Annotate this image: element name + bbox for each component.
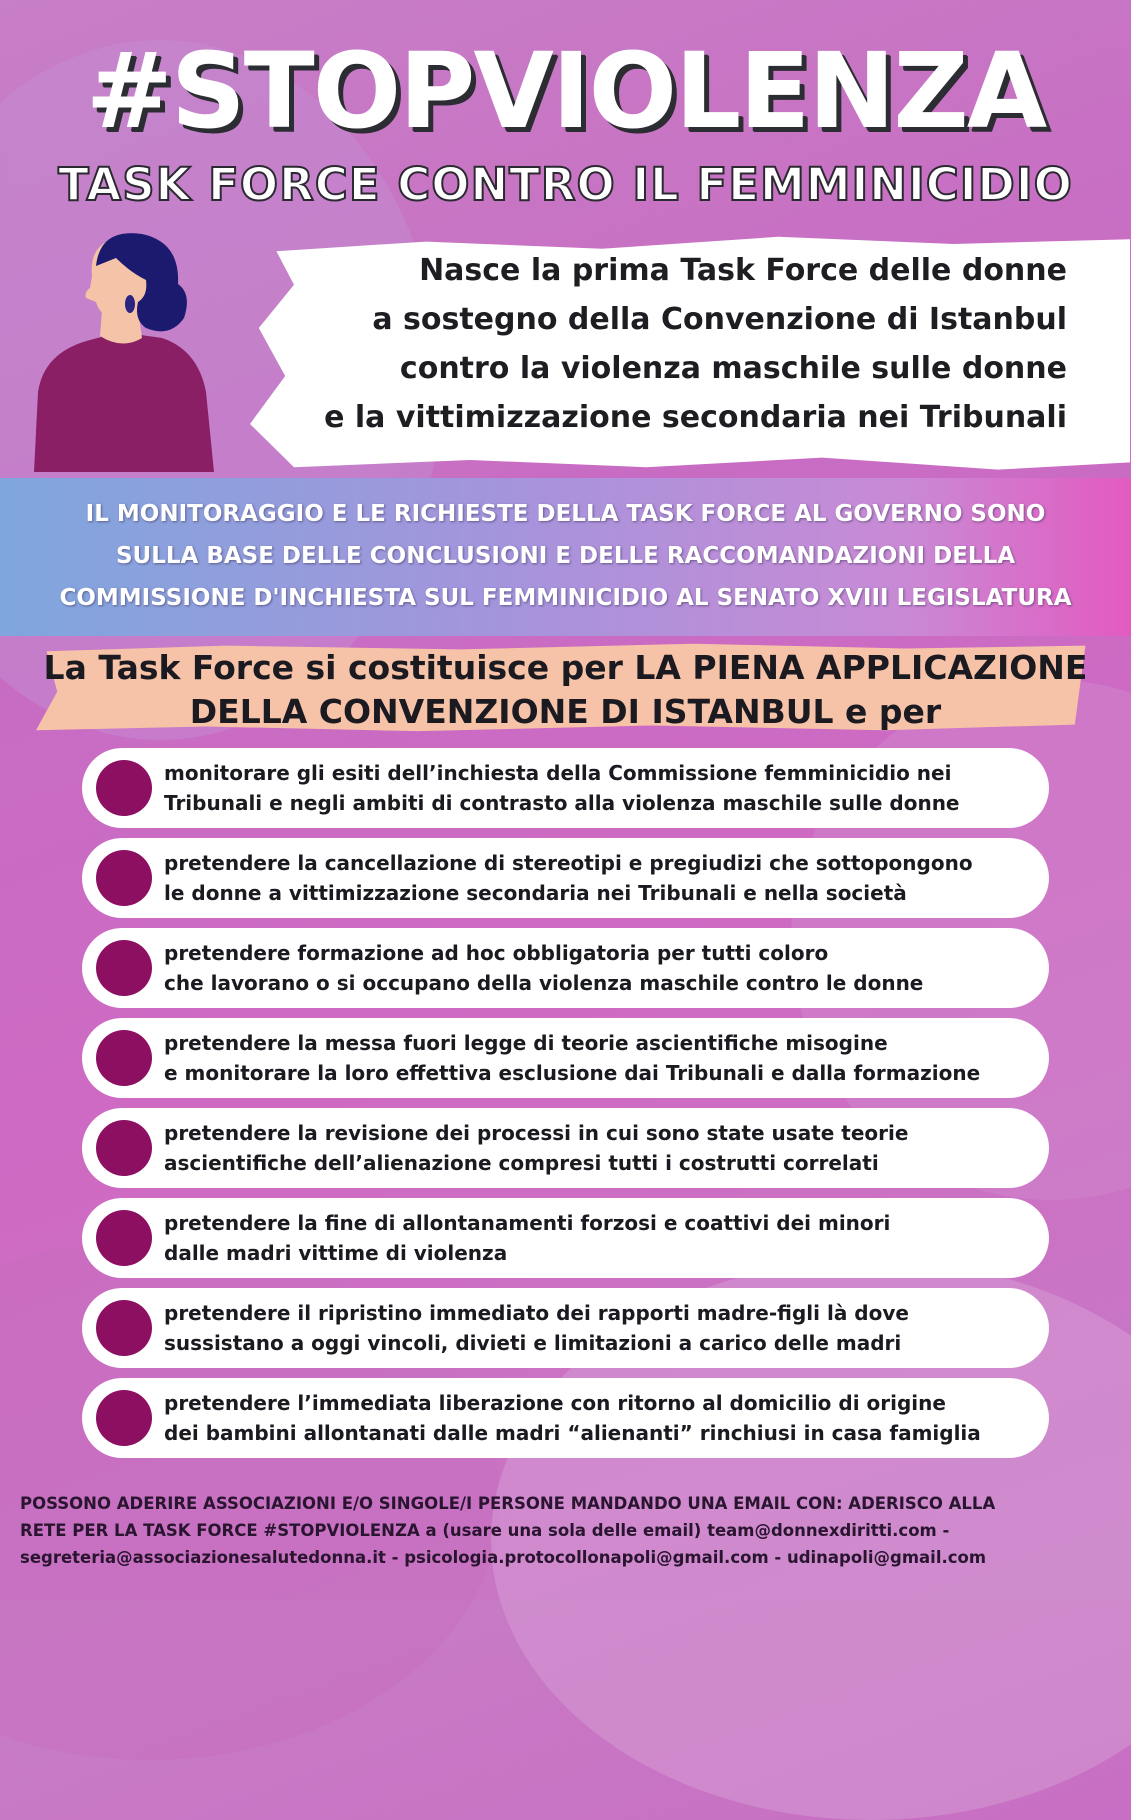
list-item	[82, 838, 1049, 918]
item-line: che lavorano o si occupano della violenza maschile contro le donne	[164, 971, 924, 995]
item-line: sussistano a oggi vincoli, divieti e limitazioni a carico delle madri	[164, 1331, 902, 1355]
poster-title: #STOPVIOLENZA	[85, 30, 1046, 152]
list-item	[82, 1108, 1049, 1188]
heading-line: DELLA CONVENZIONE DI ISTANBUL e per	[189, 692, 942, 731]
list-item	[82, 748, 1049, 828]
footer-line: segreteria@associazionesalutedonna.it - psicologia.protocollonapoli@gmail.com - udinapoli@gmail.com	[20, 1548, 987, 1567]
woman-profile-illustration	[30, 232, 220, 472]
item-line: pretendere formazione ad hoc obbligatoria per tutti coloro	[164, 941, 829, 965]
band-line: SULLA BASE DELLE CONCLUSIONI E DELLE RACCOMANDAZIONI DELLA	[115, 543, 1016, 569]
bullet-dot-icon	[96, 1210, 152, 1266]
item-line: le donne a vittimizzazione secondaria nei Tribunali e nella società	[164, 881, 907, 905]
band-text	[0, 493, 1131, 619]
item-line: pretendere la fine di allontanamenti forzosi e coattivi dei minori	[164, 1211, 891, 1235]
band-line: COMMISSIONE D'INCHIESTA SUL FEMMINICIDIO AL SENATO XVIII LEGISLATURA	[59, 585, 1072, 611]
poster-subtitle: TASK FORCE CONTRO IL FEMMINICIDIO	[58, 158, 1073, 211]
footer-line: POSSONO ADERIRE ASSOCIAZIONI E/O SINGOLE/I PERSONE MANDANDO UNA EMAIL CON: ADERISCO ALLA	[20, 1494, 996, 1513]
list-item	[82, 1378, 1049, 1458]
list-item	[82, 1018, 1049, 1098]
heading-line: La Task Force si costituisce per LA PIENA APPLICAZIONE	[43, 648, 1088, 687]
intro-line: Nasce la prima Task Force delle donne	[419, 253, 1067, 288]
bullet-dot-icon	[96, 940, 152, 996]
item-line: Tribunali e negli ambiti di contrasto alla violenza maschile sulle donne	[164, 791, 960, 815]
bullet-dot-icon	[96, 1120, 152, 1176]
bullet-dot-icon	[96, 1030, 152, 1086]
intro-line: e la vittimizzazione secondaria nei Tribunali	[324, 400, 1067, 435]
intro-text	[247, 246, 1067, 442]
list-item	[82, 1288, 1049, 1368]
band-line: IL MONITORAGGIO E LE RICHIESTE DELLA TASK FORCE AL GOVERNO SONO	[85, 501, 1046, 527]
section-heading	[0, 646, 1131, 734]
bullet-dot-icon	[96, 760, 152, 816]
footer-contact-text	[20, 1490, 1115, 1571]
item-line: pretendere l’immediata liberazione con ritorno al domicilio di origine	[164, 1391, 946, 1415]
intro-line: contro la violenza maschile sulle donne	[399, 351, 1067, 386]
list-item	[82, 1198, 1049, 1278]
footer-line: RETE PER LA TASK FORCE #STOPVIOLENZA a (usare una sola delle email) team@donnexdiritti.com -	[20, 1521, 950, 1540]
item-line: dalle madri vittime di violenza	[164, 1241, 508, 1265]
bullet-dot-icon	[96, 1300, 152, 1356]
demands-list	[82, 748, 1049, 1468]
item-line: dei bambini allontanati dalle madri “alienanti” rinchiusi in casa famiglia	[164, 1421, 981, 1445]
item-line: monitorare gli esiti dell’inchiesta della Commissione femminicidio nei	[164, 761, 952, 785]
item-line: pretendere la revisione dei processi in cui sono state usate teorie	[164, 1121, 909, 1145]
item-line: e monitorare la loro effettiva esclusione dai Tribunali e dalla formazione	[164, 1061, 981, 1085]
intro-line: a sostegno della Convenzione di Istanbul	[372, 302, 1067, 337]
bullet-dot-icon	[96, 850, 152, 906]
item-line: pretendere la cancellazione di stereotipi e pregiudizi che sottopongono	[164, 851, 973, 875]
item-line: pretendere il ripristino immediato dei rapporti madre-figli là dove	[164, 1301, 909, 1325]
item-line: pretendere la messa fuori legge di teorie ascientifiche misogine	[164, 1031, 888, 1055]
item-line: ascientifiche dell’alienazione compresi tutti i costrutti correlati	[164, 1151, 879, 1175]
bullet-dot-icon	[96, 1390, 152, 1446]
list-item	[82, 928, 1049, 1008]
